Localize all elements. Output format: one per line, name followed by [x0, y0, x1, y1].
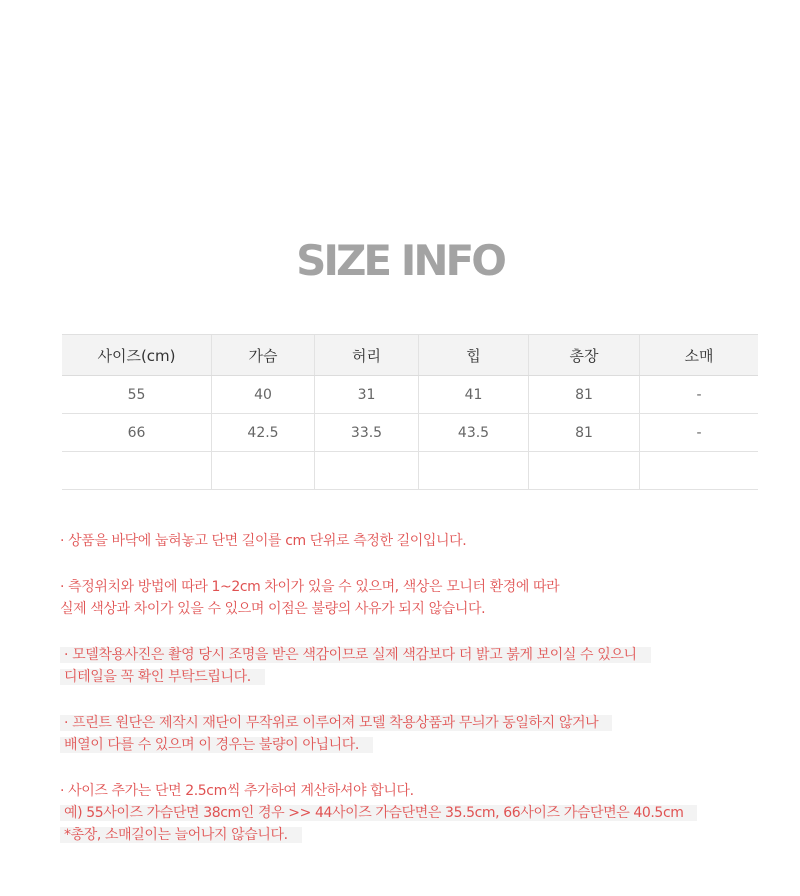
note-line-highlighted: 디테일을 꼭 확인 부탁드립니다.: [60, 669, 265, 685]
table-cell: 33.5: [315, 414, 419, 452]
table-cell: [529, 452, 640, 490]
note-line-highlighted: · 모델착용사진은 촬영 당시 조명을 받은 색감이므로 실제 색감보다 더 밝고 붉게 보이실 수 있으니: [60, 647, 651, 663]
table-cell: [419, 452, 529, 490]
header-waist: 허리: [315, 335, 419, 376]
note-line: · 사이즈 추가는 단면 2.5cm씩 추가하여 계산하셔야 합니다.: [60, 783, 414, 799]
table-cell: 31: [315, 376, 419, 414]
note-model-photo: [60, 644, 760, 688]
size-table: [62, 334, 758, 490]
table-cell: 40: [212, 376, 315, 414]
header-hip: 힙: [419, 335, 529, 376]
table-cell: [315, 452, 419, 490]
note-print-fabric: [60, 712, 760, 756]
note-line-highlighted: · 프린트 원단은 제작시 재단이 무작위로 이루어져 모델 착용상품과 무늬가 동일하지 않거나: [60, 715, 612, 731]
table-cell: 81: [529, 414, 640, 452]
table-cell: 81: [529, 376, 640, 414]
table-cell: 55: [62, 376, 212, 414]
table-header-row: [62, 335, 758, 376]
note-line-highlighted: *총장, 소매길이는 늘어나지 않습니다.: [60, 827, 302, 843]
table-cell: -: [640, 376, 759, 414]
notes-section: [60, 530, 760, 846]
note-line-highlighted: 배열이 다를 수 있으며 이 경우는 불량이 아닙니다.: [60, 737, 373, 753]
table-row: [62, 376, 758, 414]
page-title: SIZE INFO: [296, 236, 504, 285]
note-line: · 측정위치와 방법에 따라 1~2cm 차이가 있을 수 있으며, 색상은 모니터 환경에 따라: [60, 579, 560, 595]
table-cell: 43.5: [419, 414, 529, 452]
note-line: 실제 색상과 차이가 있을 수 있으며 이점은 불량의 사유가 되지 않습니다.: [60, 601, 486, 617]
header-chest: 가슴: [212, 335, 315, 376]
table-cell: [212, 452, 315, 490]
header-length: 총장: [529, 335, 640, 376]
table-cell: [62, 452, 212, 490]
header-size: 사이즈(cm): [62, 335, 212, 376]
table-cell: 66: [62, 414, 212, 452]
note-measurement: [60, 530, 760, 552]
table-cell: [640, 452, 759, 490]
table-cell: -: [640, 414, 759, 452]
table-cell: 42.5: [212, 414, 315, 452]
header-sleeve: 소매: [640, 335, 759, 376]
table-row: [62, 414, 758, 452]
table-cell: 41: [419, 376, 529, 414]
note-line: · 상품을 바닥에 눕혀놓고 단면 길이를 cm 단위로 측정한 길이입니다.: [60, 533, 467, 549]
note-variance: [60, 576, 760, 620]
table-row: [62, 452, 758, 490]
note-line-highlighted: 예) 55사이즈 가슴단면 38cm인 경우 >> 44사이즈 가슴단면은 35.5cm, 66사이즈 가슴단면은 40.5cm: [60, 805, 697, 821]
note-size-extension: [60, 780, 760, 846]
